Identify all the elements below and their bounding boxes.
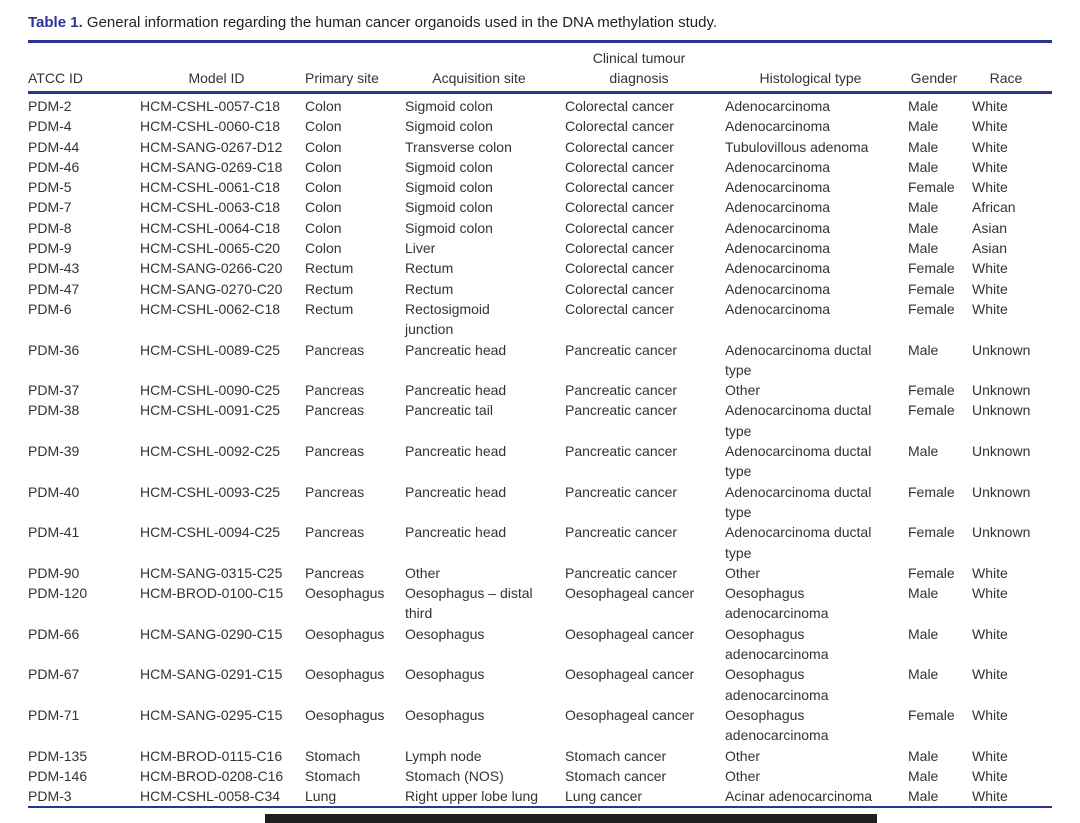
table-cell: HCM-CSHL-0090-C25 <box>140 382 281 399</box>
table-cell: PDM-44 <box>28 138 80 155</box>
table-cell: Pancreatic head <box>405 443 507 460</box>
table-cell: Colorectal cancer <box>565 260 674 277</box>
table-cell: White <box>972 98 1008 114</box>
table-cell: Male <box>908 158 939 175</box>
column-header-clinical-diagnosis: Clinical tumour diagnosis <box>565 42 725 93</box>
table-cell: Oesophagus <box>305 625 385 642</box>
table-cell: Pancreas <box>305 483 365 500</box>
table-cell: Sigmoid colon <box>405 118 493 135</box>
table-cell: Male <box>908 788 939 805</box>
table-cell: White <box>972 260 1008 277</box>
table-cell: Colon <box>305 199 342 216</box>
table-cell: White <box>972 666 1008 683</box>
table-row <box>28 238 1052 258</box>
table-cell: HCM-BROD-0208-C16 <box>140 767 284 784</box>
table-cell: PDM-3 <box>28 788 72 805</box>
table-cell: Pancreatic head <box>405 382 507 399</box>
table-cell: PDM-37 <box>28 382 80 399</box>
table-row <box>28 279 1052 299</box>
table-cell: HCM-CSHL-0061-C18 <box>140 179 281 196</box>
table-cell: Female <box>908 564 955 581</box>
table-cell: HCM-CSHL-0089-C25 <box>140 341 281 358</box>
table-row <box>28 340 1052 381</box>
table-cell: PDM-38 <box>28 402 80 419</box>
table-cell: Rectum <box>305 260 354 277</box>
table-cell: Colon <box>305 219 342 236</box>
table-cell: Male <box>908 443 939 460</box>
table-cell: Oesophageal cancer <box>565 666 695 683</box>
table-cell: Colorectal cancer <box>565 158 674 175</box>
table-cell: Colon <box>305 240 342 257</box>
table-cell: Pancreatic cancer <box>565 564 678 581</box>
table-row <box>28 664 1052 705</box>
table-cell: Pancreas <box>305 341 365 358</box>
table-cell: Oesophagus <box>405 706 485 723</box>
table-cell: Colon <box>305 158 342 175</box>
table-header <box>28 42 1052 93</box>
table-cell: Colorectal cancer <box>565 138 674 155</box>
table-cell: Male <box>908 767 939 784</box>
table-cell: Unknown <box>972 382 1031 399</box>
table-cell: HCM-CSHL-0091-C25 <box>140 402 281 419</box>
table-cell: Male <box>908 138 939 155</box>
table-cell: HCM-CSHL-0058-C34 <box>140 788 281 805</box>
table-cell: Pancreatic cancer <box>565 524 678 541</box>
table-cell: Male <box>908 625 939 642</box>
organoid-info-table <box>28 40 1052 808</box>
table-cell: Unknown <box>972 443 1031 460</box>
table-cell: PDM-36 <box>28 341 80 358</box>
table-cell: PDM-7 <box>28 199 72 216</box>
table-cell: HCM-CSHL-0060-C18 <box>140 118 281 135</box>
table-cell: HCM-SANG-0315-C25 <box>140 564 283 581</box>
table-cell: White <box>972 158 1008 175</box>
table-row <box>28 197 1052 217</box>
table-cell: HCM-SANG-0269-C18 <box>140 158 283 175</box>
table-cell: HCM-BROD-0115-C16 <box>140 747 283 764</box>
table-caption-text: General information regarding the human cancer organoids used in the DNA methylation study. <box>86 14 718 31</box>
table-cell: Stomach (NOS) <box>405 767 504 784</box>
table-cell: HCM-SANG-0270-C20 <box>140 280 283 297</box>
table-cell: Colon <box>305 98 342 114</box>
table-cell: Female <box>908 382 955 399</box>
table-row <box>28 441 1052 482</box>
table-row <box>28 624 1052 665</box>
table-cell: PDM-39 <box>28 443 80 460</box>
table-cell: Pancreas <box>305 382 365 399</box>
table-cell: Oesophagus <box>405 625 485 642</box>
table-cell: Tubulovillous adenoma <box>725 138 869 155</box>
table-row <box>28 583 1052 624</box>
table-cell: Pancreatic head <box>405 341 507 358</box>
table-cell: Adenocarcinoma <box>725 179 831 196</box>
table-cell: Pancreatic head <box>405 483 507 500</box>
table-cell: Oesophagus adenocarcinoma <box>725 585 829 622</box>
table-cell: PDM-8 <box>28 219 72 236</box>
table-cell: White <box>972 767 1008 784</box>
table-cell: Male <box>908 118 939 135</box>
table-body <box>28 93 1052 808</box>
table-cell: PDM-43 <box>28 260 80 277</box>
table-cell: Adenocarcinoma ductal type <box>725 443 872 480</box>
table-cell: Adenocarcinoma <box>725 118 831 135</box>
table-row <box>28 116 1052 136</box>
table-cell: PDM-40 <box>28 483 80 500</box>
table-cell: Adenocarcinoma <box>725 98 831 114</box>
table-row <box>28 177 1052 197</box>
table-cell: Unknown <box>972 524 1031 541</box>
table-cell: Female <box>908 300 955 317</box>
table-cell: White <box>972 138 1008 155</box>
table-cell: Other <box>725 564 761 581</box>
table-cell: Lymph node <box>405 747 482 764</box>
table-cell: HCM-BROD-0100-C15 <box>140 585 284 602</box>
table-cell: Rectum <box>405 260 454 277</box>
table-cell: Stomach cancer <box>565 767 667 784</box>
paper-table-section <box>28 12 1052 808</box>
table-cell: PDM-71 <box>28 706 80 723</box>
table-cell: Adenocarcinoma <box>725 219 831 236</box>
table-row <box>28 258 1052 278</box>
table-cell: White <box>972 179 1008 196</box>
table-cell: Adenocarcinoma <box>725 260 831 277</box>
table-cell: Male <box>908 199 939 216</box>
table-cell: African <box>972 199 1016 216</box>
table-cell: PDM-4 <box>28 118 72 135</box>
table-cell: Male <box>908 666 939 683</box>
table-cell: HCM-CSHL-0065-C20 <box>140 240 281 257</box>
table-cell: Pancreatic cancer <box>565 341 678 358</box>
table-cell: Male <box>908 341 939 358</box>
table-cell: White <box>972 585 1008 602</box>
table-cell: Adenocarcinoma ductal type <box>725 483 872 520</box>
table-cell: Other <box>725 767 761 784</box>
table-cell: Pancreatic tail <box>405 402 493 419</box>
column-header-histological-type: Histological type <box>725 42 908 93</box>
table-row <box>28 380 1052 400</box>
table-cell: Sigmoid colon <box>405 179 493 196</box>
table-cell: Pancreas <box>305 524 365 541</box>
table-cell: Transverse colon <box>405 138 512 155</box>
table-cell: Unknown <box>972 483 1031 500</box>
table-cell: Colorectal cancer <box>565 300 674 317</box>
table-number-label: Table 1. <box>28 14 83 31</box>
table-row <box>28 157 1052 177</box>
table-cell: Adenocarcinoma <box>725 280 831 297</box>
table-caption <box>28 12 1052 33</box>
table-cell: HCM-SANG-0266-C20 <box>140 260 283 277</box>
table-cell: Adenocarcinoma <box>725 300 831 317</box>
table-cell: Colorectal cancer <box>565 219 674 236</box>
table-cell: Adenocarcinoma ductal type <box>725 524 872 561</box>
table-cell: Oesophagus – distal third <box>405 585 533 622</box>
table-cell: HCM-SANG-0295-C15 <box>140 706 283 723</box>
table-cell: White <box>972 747 1008 764</box>
table-cell: Liver <box>405 240 436 257</box>
table-cell: White <box>972 280 1008 297</box>
table-cell: Female <box>908 280 955 297</box>
table-cell: PDM-135 <box>28 747 88 764</box>
table-cell: Stomach cancer <box>565 747 667 764</box>
table-cell: Pancreas <box>305 443 365 460</box>
table-cell: Adenocarcinoma <box>725 199 831 216</box>
table-cell: Adenocarcinoma ductal type <box>725 402 872 439</box>
table-cell: HCM-SANG-0267-D12 <box>140 138 283 155</box>
table-cell: PDM-66 <box>28 625 80 642</box>
table-cell: Colon <box>305 179 342 196</box>
next-element-top-border <box>265 814 877 823</box>
table-cell: Pancreas <box>305 564 365 581</box>
table-cell: Adenocarcinoma ductal type <box>725 341 872 378</box>
table-cell: Adenocarcinoma <box>725 240 831 257</box>
table-row <box>28 482 1052 523</box>
table-cell: PDM-5 <box>28 179 72 196</box>
table-cell: White <box>972 706 1008 723</box>
table-cell: Male <box>908 585 939 602</box>
table-cell: PDM-41 <box>28 524 80 541</box>
table-cell: Acinar adenocarcinoma <box>725 788 873 805</box>
table-cell: Other <box>405 564 441 581</box>
table-header-row <box>28 42 1052 93</box>
table-cell: Colorectal cancer <box>565 98 674 114</box>
table-cell: HCM-SANG-0290-C15 <box>140 625 283 642</box>
column-header-race: Race <box>972 42 1052 93</box>
table-cell: White <box>972 300 1008 317</box>
table-cell: White <box>972 788 1008 805</box>
table-cell: Female <box>908 402 955 419</box>
table-row <box>28 766 1052 786</box>
column-header-atcc-id: ATCC ID <box>28 42 140 93</box>
table-cell: White <box>972 564 1008 581</box>
table-cell: HCM-CSHL-0064-C18 <box>140 219 281 236</box>
table-cell: Male <box>908 747 939 764</box>
table-cell: Pancreas <box>305 402 365 419</box>
table-cell: HCM-CSHL-0093-C25 <box>140 483 281 500</box>
table-cell: Oesophagus adenocarcinoma <box>725 706 829 744</box>
table-cell: Colorectal cancer <box>565 179 674 196</box>
table-cell: Sigmoid colon <box>405 98 493 114</box>
table-cell: Colorectal cancer <box>565 118 674 135</box>
table-cell: Male <box>908 219 939 236</box>
table-cell: White <box>972 118 1008 135</box>
table-cell: HCM-CSHL-0063-C18 <box>140 199 281 216</box>
table-cell: Sigmoid colon <box>405 158 493 175</box>
table-cell: White <box>972 625 1008 642</box>
table-cell: Oesophagus <box>305 666 385 683</box>
table-cell: Oesophageal cancer <box>565 585 695 602</box>
table-cell: PDM-9 <box>28 240 72 257</box>
table-row <box>28 218 1052 238</box>
table-row <box>28 299 1052 340</box>
table-cell: HCM-CSHL-0092-C25 <box>140 443 281 460</box>
table-cell: Other <box>725 382 761 399</box>
table-cell: HCM-CSHL-0057-C18 <box>140 98 281 114</box>
table-cell: Pancreatic cancer <box>565 382 678 399</box>
table-cell: Asian <box>972 219 1008 236</box>
column-header-model-id: Model ID <box>140 42 305 93</box>
table-cell: Oesophagus adenocarcinoma <box>725 666 829 703</box>
table-cell: Colorectal cancer <box>565 240 674 257</box>
table-cell: PDM-120 <box>28 585 88 602</box>
column-header-primary-site: Primary site <box>305 42 405 93</box>
table-cell: PDM-46 <box>28 158 80 175</box>
table-cell: Colon <box>305 138 342 155</box>
table-cell: Oesophageal cancer <box>565 706 695 723</box>
table-cell: Colon <box>305 118 342 135</box>
table-cell: HCM-CSHL-0094-C25 <box>140 524 281 541</box>
table-cell: Oesophagus <box>305 706 385 723</box>
table-cell: Stomach <box>305 767 361 784</box>
table-cell: Female <box>908 483 955 500</box>
column-header-gender: Gender <box>908 42 972 93</box>
table-cell: Stomach <box>305 747 361 764</box>
table-row <box>28 522 1052 563</box>
table-cell: HCM-CSHL-0062-C18 <box>140 300 281 317</box>
table-row <box>28 137 1052 157</box>
table-cell: Rectum <box>405 280 454 297</box>
table-cell: PDM-47 <box>28 280 80 297</box>
table-cell: PDM-6 <box>28 300 72 317</box>
table-cell: Sigmoid colon <box>405 199 493 216</box>
table-cell: Unknown <box>972 341 1031 358</box>
table-cell: PDM-2 <box>28 98 72 114</box>
table-cell: Rectum <box>305 280 354 297</box>
table-row <box>28 786 1052 807</box>
table-cell: Lung <box>305 788 337 805</box>
table-cell: Other <box>725 747 761 764</box>
table-cell: Female <box>908 260 955 277</box>
table-cell: Asian <box>972 240 1008 257</box>
table-cell: Rectum <box>305 300 354 317</box>
table-cell: Female <box>908 179 955 196</box>
table-cell: Pancreatic cancer <box>565 483 678 500</box>
table-cell: Sigmoid colon <box>405 219 493 236</box>
table-row <box>28 563 1052 583</box>
table-cell: Lung cancer <box>565 788 643 805</box>
table-cell: Oesophageal cancer <box>565 625 695 642</box>
table-row <box>28 746 1052 766</box>
table-cell: Pancreatic cancer <box>565 402 678 419</box>
table-cell: Adenocarcinoma <box>725 158 831 175</box>
table-cell: PDM-67 <box>28 666 80 683</box>
table-cell: Oesophagus <box>405 666 485 683</box>
table-cell: Male <box>908 240 939 257</box>
table-cell: Colorectal cancer <box>565 199 674 216</box>
table-cell: Oesophagus <box>305 585 385 602</box>
table-cell: Oesophagus adenocarcinoma <box>725 625 829 663</box>
table-cell: Pancreatic head <box>405 524 507 541</box>
table-cell: Male <box>908 98 939 114</box>
table-cell: Unknown <box>972 402 1031 419</box>
table-row <box>28 93 1052 117</box>
column-header-acquisition-site: Acquisition site <box>405 42 565 93</box>
table-cell: HCM-SANG-0291-C15 <box>140 666 283 683</box>
table-cell: Right upper lobe lung <box>405 788 539 805</box>
table-cell: Rectosigmoid junction <box>405 300 490 338</box>
table-cell: PDM-146 <box>28 767 88 784</box>
table-cell: PDM-90 <box>28 564 80 581</box>
table-row <box>28 705 1052 746</box>
table-cell: Pancreatic cancer <box>565 443 678 460</box>
table-cell: Female <box>908 524 955 541</box>
table-cell: Female <box>908 706 955 723</box>
table-row <box>28 400 1052 441</box>
table-cell: Colorectal cancer <box>565 280 674 297</box>
